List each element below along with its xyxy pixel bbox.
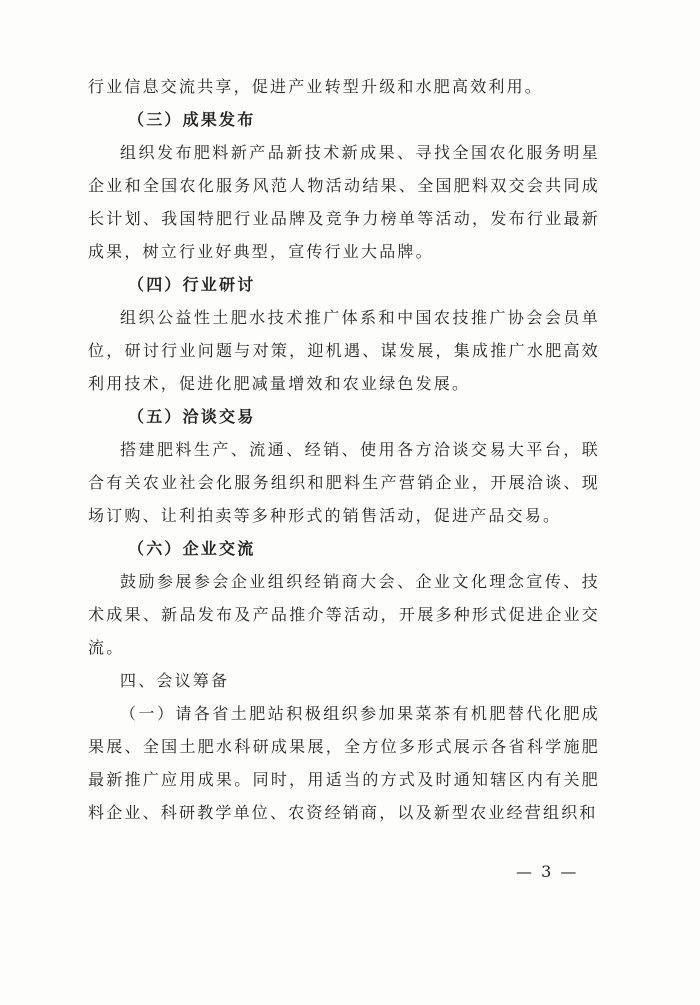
paragraph-continuation: 行业信息交流共享，促进产业转型升级和水肥高效利用。 (88, 77, 544, 96)
document-body (88, 70, 600, 829)
section-heading-results-release: （三）成果发布 (128, 110, 256, 129)
paragraph-industry-seminar: 组织公益性土肥水技术推广体系和中国农技推广协会会员单位，研讨行业问题与对策，迎机遇、谋发展，集成推广水肥高效利用技术，促进化肥减量增效和农业绿色发展。 (88, 308, 600, 393)
page-number: — 3 — (516, 862, 579, 881)
paragraph-results-release: 组织发布肥料新产品新技术新成果、寻找全国农化服务明星企业和全国农化服务风范人物活动结果、全国肥料双交会共同成长计划、我国特肥行业品牌及竞争力榜单等活动，发布行业最新成果，树立行业好典型，宣传行业大品牌。 (88, 143, 600, 261)
paragraph-negotiation-trade: 搭建肥料生产、流通、经销、使用各方洽谈交易大平台，联合有关农业社会化服务组织和肥料生产营销企业，开展洽谈、现场订购、让利拍卖等多种形式的销售活动，促进产品交易。 (88, 440, 600, 525)
section-heading-industry-seminar: （四）行业研讨 (128, 275, 256, 294)
major-heading-meeting-preparation: 四、会议筹备 (120, 671, 230, 690)
paragraph-enterprise-exchange: 鼓励参展参会企业组织经销商大会、企业文化理念宣传、技术成果、新品发布及产品推介等活动，开展多种形式促进企业交流。 (88, 572, 600, 657)
section-heading-negotiation-trade: （五）洽谈交易 (128, 407, 256, 426)
section-heading-enterprise-exchange: （六）企业交流 (128, 539, 256, 558)
paragraph-meeting-preparation: （一）请各省土肥站积极组织参加果菜茶有机肥替代化肥成果展、全国土肥水科研成果展，全方位多形式展示各省科学施肥最新推广应用成果。同时，用适当的方式及时通知辖区内有关肥料企业、科研教学单位、农资经销商，以及新型农业经营组织和 (88, 704, 600, 822)
